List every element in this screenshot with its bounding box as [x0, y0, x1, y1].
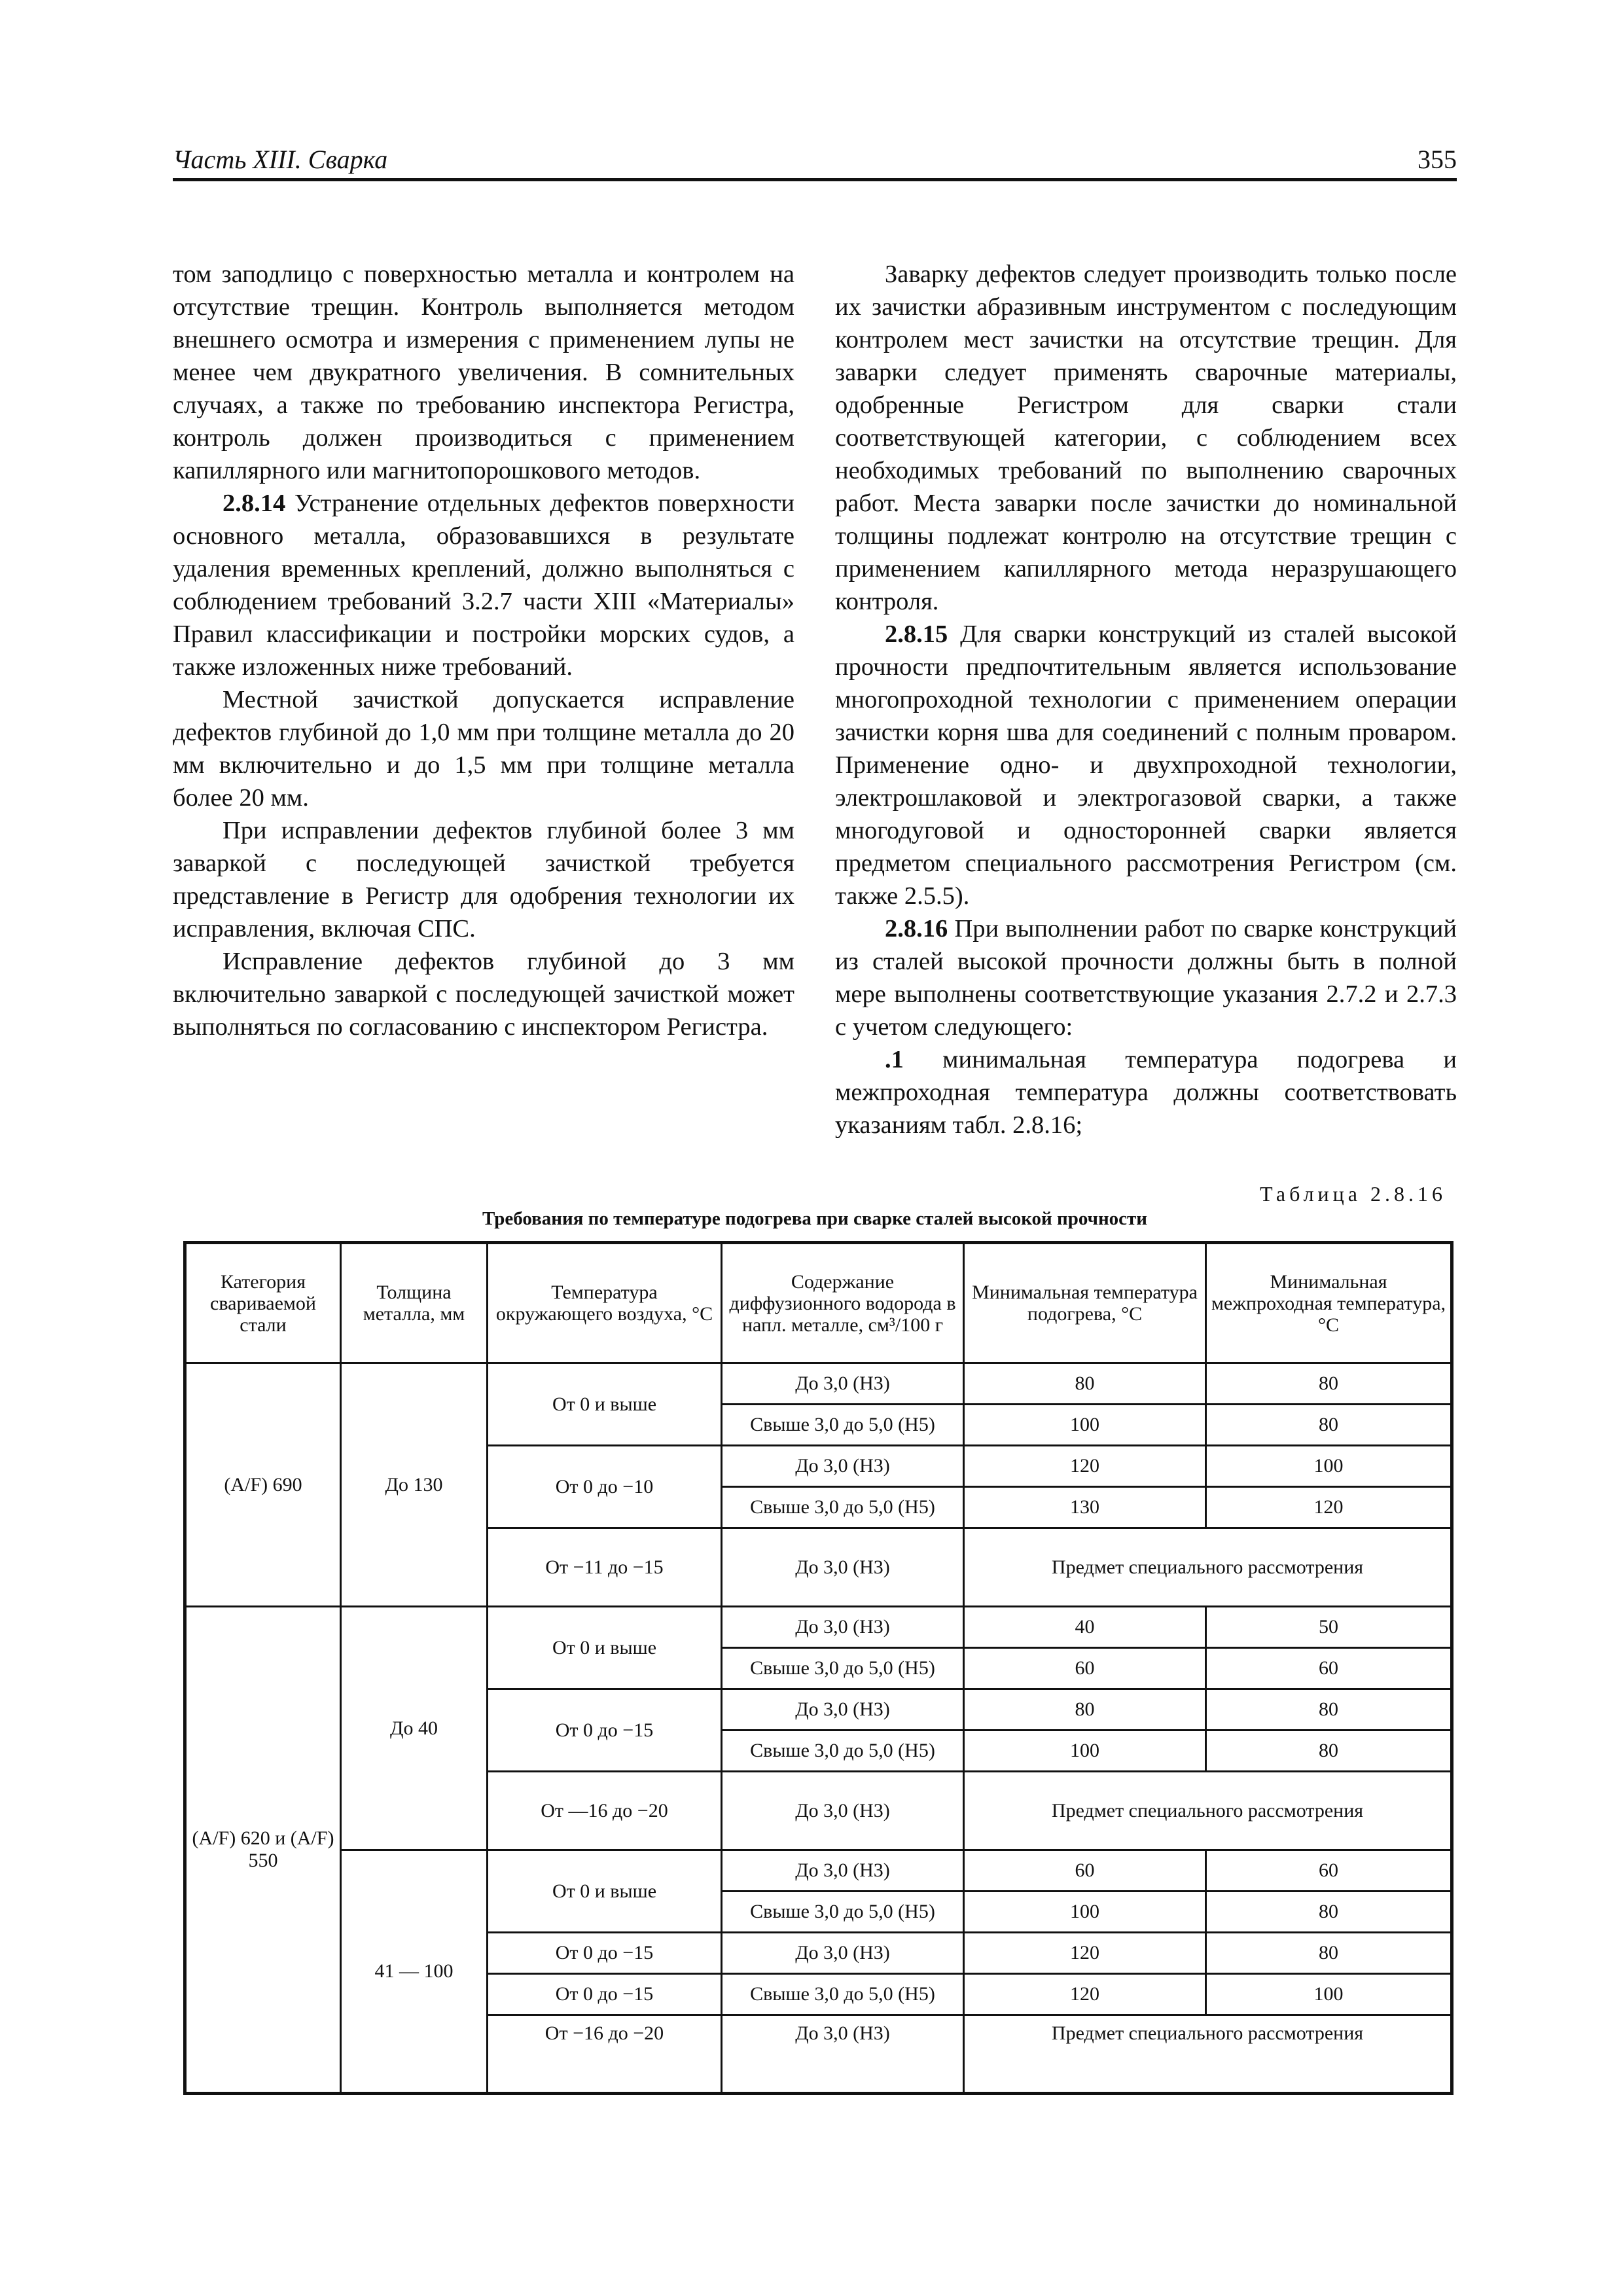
preheat-cell: 100	[964, 1731, 1206, 1772]
hydrogen-cell: До 3,0 (H3)	[722, 1446, 964, 1487]
header-cell: Минимальная температура подогрева, °C	[964, 1243, 1206, 1363]
paragraph: том заподлицо с поверхностью металла и контролем на отсутствие трещин. Контроль выполняется методом внешнего осмотра и измерения с применением лупы не менее чем двукратного увеличения. В сомнительных случаях, а также по требованию инспектора Регистра, контроль должен производиться с применением капиллярного или магнитопорошкового методов.	[173, 260, 794, 484]
paragraph: Местной зачисткой допускается исправление дефектов глубиной до 1,0 мм при толщине металла до 20 мм включительно и до 1,5 мм при толщине металла более 20 мм.	[173, 686, 794, 812]
section-number: 2.8.15	[885, 620, 948, 648]
thickness-cell: До 40	[341, 1607, 488, 1850]
interpass-cell: 60	[1206, 1648, 1452, 1689]
interpass-cell: 50	[1206, 1607, 1452, 1648]
preheat-cell: 100	[964, 1892, 1206, 1933]
hydrogen-cell: До 3,0 (H3)	[722, 2015, 964, 2094]
table-row	[185, 1850, 1452, 1892]
preheat-table	[183, 1241, 1454, 2095]
header-cell: Толщина металла, мм	[341, 1243, 488, 1363]
interpass-cell: 60	[1206, 1850, 1452, 1892]
hydrogen-cell: До 3,0 (H3)	[722, 1528, 964, 1607]
running-title: Часть XIII. Сварка	[173, 145, 388, 174]
right-column	[835, 258, 1457, 1141]
header-cell: Минимальная межпроходная температура, °C	[1206, 1243, 1452, 1363]
category-cell: (A/F) 620 и (A/F) 550	[185, 1607, 341, 2094]
paragraph-text: минимальная температура подогрева и межпроходная температура должны соответствовать указаниям табл. 2.8.16;	[835, 1046, 1457, 1139]
special-review-cell: Предмет специального рассмотрения	[964, 2015, 1452, 2094]
paragraph: Исправление дефектов глубиной до 3 мм включительно заваркой с последующей зачисткой может выполняться по согласованию с инспектором Регистра.	[173, 948, 794, 1041]
air-temp-cell: От 0 до −15	[488, 1974, 722, 2015]
air-temp-cell: От 0 до −15	[488, 1933, 722, 1974]
paragraph-2-8-16	[835, 912, 1457, 1043]
thickness-cell: 41 — 100	[341, 1850, 488, 2094]
table-row	[185, 1363, 1452, 1405]
thickness-cell: До 130	[341, 1363, 488, 1607]
page-number: 355	[1418, 145, 1457, 174]
hydrogen-cell: Свыше 3,0 до 5,0 (H5)	[722, 1892, 964, 1933]
interpass-cell: 80	[1206, 1689, 1452, 1731]
list-item-1	[835, 1043, 1457, 1141]
paragraph-2-8-14	[173, 487, 794, 683]
category-cell: (A/F) 690	[185, 1363, 341, 1607]
preheat-cell: 60	[964, 1850, 1206, 1892]
paragraph: Заварку дефектов следует производить только после их зачистки абразивным инструментом с последующим контролем мест зачистки на отсутствие трещин. Для заварки следует применять сварочные материалы, одобренные Регистром для сварки стали соответствующей категории, с соблюдением всех необходимых требований по выполнению сварочных работ. Места заварки после зачистки до номинальной толщины подлежат контролю на отсутствие трещин с применением капиллярного метода неразрушающего контроля.	[835, 260, 1457, 615]
paragraph-text: Для сварки конструкций из сталей высокой прочности предпочтительным является использование многопроходной технологии с применением операции зачистки корня шва для соединений с полным проваром. Применение одно- и двухпроходной технологии, электрошлаковой и электрогазовой сварки, а также многодуговой и односторонней сварки является предметом специального рассмотрения Регистром (см. также 2.5.5).	[835, 620, 1457, 910]
paragraph-text: При выполнении работ по сварке конструкций из сталей высокой прочности должны быть в полной мере выполнены соответствующие указания 2.7.2 и 2.7.3 с учетом следующего:	[835, 915, 1457, 1041]
hydrogen-cell: Свыше 3,0 до 5,0 (H5)	[722, 1648, 964, 1689]
interpass-cell: 120	[1206, 1487, 1452, 1528]
preheat-cell: 120	[964, 1446, 1206, 1487]
interpass-cell: 100	[1206, 1974, 1452, 2015]
header-cell: Категория свариваемой стали	[185, 1243, 341, 1363]
preheat-cell: 100	[964, 1405, 1206, 1446]
item-number: .1	[885, 1046, 904, 1073]
table-number: Таблица 2.8.16	[1260, 1182, 1446, 1206]
interpass-cell: 80	[1206, 1731, 1452, 1772]
paragraph-text: Устранение отдельных дефектов поверхности основного металла, образовавшихся в результате удаления временных креплений, должно выполняться с соблюдением требований 3.2.7 части XIII «Материалы» Правил классификации и постройки морских судов, а также изложенных ниже требований.	[173, 490, 794, 681]
preheat-cell: 60	[964, 1648, 1206, 1689]
hydrogen-cell: Свыше 3,0 до 5,0 (H5)	[722, 1487, 964, 1528]
paragraph: При исправлении дефектов глубиной более 3 мм заваркой с последующей зачисткой требуется представление в Регистр для одобрения технологии их исправления, включая СПС.	[173, 817, 794, 942]
interpass-cell: 80	[1206, 1892, 1452, 1933]
air-temp-cell: От 0 и выше	[488, 1850, 722, 1933]
preheat-cell: 130	[964, 1487, 1206, 1528]
interpass-cell: 80	[1206, 1933, 1452, 1974]
hydrogen-cell: До 3,0 (H3)	[722, 1607, 964, 1648]
header-cell: Температура окружающего воздуха, °C	[488, 1243, 722, 1363]
interpass-cell: 80	[1206, 1363, 1452, 1405]
section-number: 2.8.14	[223, 490, 286, 517]
hydrogen-cell: Свыше 3,0 до 5,0 (H5)	[722, 1974, 964, 2015]
hydrogen-cell: До 3,0 (H3)	[722, 1850, 964, 1892]
hydrogen-cell: До 3,0 (H3)	[722, 1933, 964, 1974]
preheat-cell: 80	[964, 1363, 1206, 1405]
air-temp-cell: От −16 до −20	[488, 2015, 722, 2094]
air-temp-cell: От 0 и выше	[488, 1607, 722, 1689]
air-temp-cell: От −11 до −15	[488, 1528, 722, 1607]
special-review-cell: Предмет специального рассмотрения	[964, 1772, 1452, 1850]
header-cell: Содержание диффузионного водорода в напл. металле, см³/100 г	[722, 1243, 964, 1363]
paragraph-2-8-15	[835, 618, 1457, 912]
interpass-cell: 80	[1206, 1405, 1452, 1446]
air-temp-cell: От 0 до −15	[488, 1689, 722, 1772]
left-column	[173, 258, 794, 1043]
hydrogen-cell: До 3,0 (H3)	[722, 1363, 964, 1405]
preheat-cell: 120	[964, 1933, 1206, 1974]
preheat-cell: 80	[964, 1689, 1206, 1731]
hydrogen-cell: Свыше 3,0 до 5,0 (H5)	[722, 1405, 964, 1446]
air-temp-cell: От 0 до −10	[488, 1446, 722, 1528]
air-temp-cell: От —16 до −20	[488, 1772, 722, 1850]
preheat-cell: 40	[964, 1607, 1206, 1648]
interpass-cell: 100	[1206, 1446, 1452, 1487]
hydrogen-cell: До 3,0 (H3)	[722, 1772, 964, 1850]
table-row	[185, 1607, 1452, 1648]
hydrogen-cell: Свыше 3,0 до 5,0 (H5)	[722, 1731, 964, 1772]
preheat-cell: 120	[964, 1974, 1206, 2015]
special-review-cell: Предмет специального рассмотрения	[964, 1528, 1452, 1607]
table-header-row	[185, 1243, 1452, 1363]
air-temp-cell: От 0 и выше	[488, 1363, 722, 1446]
table-title: Требования по температуре подогрева при сварке сталей высокой прочности	[482, 1208, 1147, 1229]
hydrogen-cell: До 3,0 (H3)	[722, 1689, 964, 1731]
section-number: 2.8.16	[885, 915, 948, 942]
page-header	[173, 144, 1457, 181]
